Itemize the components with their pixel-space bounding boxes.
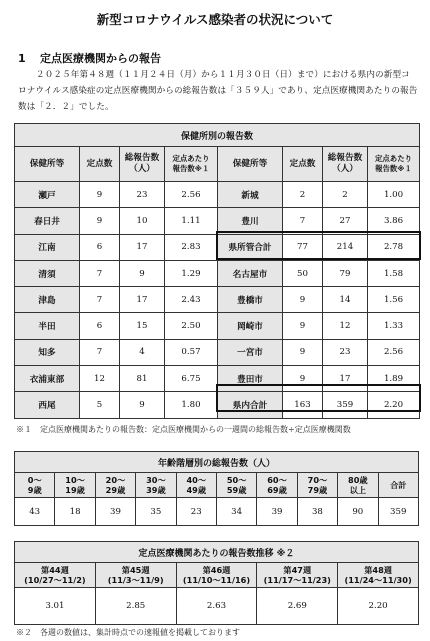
age-group-count: 38 [297, 498, 337, 526]
age-group-count: 90 [338, 498, 378, 526]
week-header [257, 563, 338, 588]
col-points-left: 定点数 [80, 147, 120, 182]
col-total-right [323, 147, 368, 182]
week-value: 3.01 [15, 588, 96, 625]
table2-caption: 年齢階層別の総報告数（人） [15, 452, 419, 473]
section-heading [18, 50, 161, 66]
age-group-count: 34 [216, 498, 256, 526]
points-cell: 9 [283, 313, 323, 339]
total-cell: 23 [120, 182, 165, 208]
week-value: 2.85 [95, 588, 176, 625]
week-value: 2.69 [257, 588, 338, 625]
age-group-header [95, 473, 135, 498]
col-total-unit: （人） [129, 164, 155, 174]
age-group-label: 0～ [27, 474, 42, 485]
total-cell: 81 [120, 366, 165, 392]
total-cell: 359 [323, 392, 368, 418]
age-group-count: 43 [15, 498, 55, 526]
age-group-header [257, 473, 297, 498]
per-point-cell: 1.29 [165, 260, 218, 286]
office-name-cell: 名古屋市 [218, 260, 283, 286]
total-cell: 17 [120, 287, 165, 313]
col-office-right: 保健所等 [218, 147, 283, 182]
office-name-cell: 一宮市 [218, 339, 283, 365]
points-cell: 7 [80, 339, 120, 365]
age-group-label: 30～ [146, 474, 166, 485]
age-group-header [338, 473, 378, 498]
weekly-trend-table [14, 541, 419, 625]
week-label: 第48週 [364, 564, 392, 575]
age-group-label-2: 39歳 [146, 485, 166, 495]
points-cell: 9 [80, 182, 120, 208]
points-cell: 9 [283, 287, 323, 313]
age-group-label-2: 以上 [349, 485, 367, 495]
points-cell: 163 [283, 392, 323, 418]
week-range: (11/3～11/9) [107, 575, 164, 585]
week-value: 2.63 [176, 588, 257, 625]
office-name-cell: 江南 [15, 234, 80, 260]
week-label: 第46週 [202, 564, 231, 575]
week-header [338, 563, 419, 588]
footnote-2: ※２ 各週の数値は、集計時点での速報値を掲載しております [16, 628, 240, 637]
section-title: 定点医療機関からの報告 [40, 52, 161, 65]
table-row [15, 366, 420, 392]
office-name-cell: 津島 [15, 287, 80, 313]
office-name-cell: 西尾 [15, 392, 80, 418]
per-point-cell: 0.57 [165, 339, 218, 365]
age-group-label: 60～ [267, 474, 287, 485]
col-office-left: 保健所等 [15, 147, 80, 182]
health-office-report-table [14, 123, 420, 419]
week-label: 第47週 [283, 564, 312, 575]
table-row [15, 234, 420, 260]
section-number: 1 [18, 52, 26, 65]
total-cell: 9 [120, 392, 165, 418]
age-group-label-2: 69歳 [267, 485, 287, 495]
age-group-count: 39 [257, 498, 297, 526]
total-cell: 17 [323, 366, 368, 392]
points-cell: 50 [283, 260, 323, 286]
table-row [15, 260, 420, 286]
points-cell: 7 [80, 260, 120, 286]
per-point-cell: 3.86 [368, 208, 420, 234]
table-row [15, 392, 420, 418]
week-label: 第44週 [41, 564, 69, 575]
age-group-label: 50～ [226, 474, 247, 485]
total-cell: 79 [323, 260, 368, 286]
table3-caption: 定点医療機関あたりの報告数推移 ※２ [15, 542, 419, 563]
age-group-label-2: 79歳 [307, 485, 328, 495]
per-point-cell: 2.50 [165, 313, 218, 339]
total-cell: 10 [120, 208, 165, 234]
age-group-header [55, 473, 95, 498]
total-cell: 4 [120, 339, 165, 365]
footnote-1: ※１ 定点医療機関あたりの報告数：定点医療機関からの一週間の総報告数÷定点医療機関数 [16, 425, 351, 434]
office-name-cell: 県内合計 [218, 392, 283, 418]
points-cell: 9 [283, 366, 323, 392]
total-cell: 2 [323, 182, 368, 208]
col-per-left [165, 147, 218, 182]
week-header [95, 563, 176, 588]
office-name-cell: 岡崎市 [218, 313, 283, 339]
per-point-cell: 1.33 [368, 313, 420, 339]
table1-caption: 保健所別の報告数 [15, 124, 420, 147]
total-cell: 14 [323, 287, 368, 313]
age-group-header [216, 473, 256, 498]
col-total-label: 総報告数 [327, 153, 363, 163]
week-value: 2.20 [338, 588, 419, 625]
col-total-label: 総報告数 [124, 153, 160, 163]
age-group-count: 18 [55, 498, 95, 526]
per-point-cell: 1.89 [368, 366, 420, 392]
total-cell: 15 [120, 313, 165, 339]
office-name-cell: 半田 [15, 313, 80, 339]
points-cell: 2 [283, 182, 323, 208]
per-point-cell: 2.56 [165, 182, 218, 208]
col-per-right [368, 147, 420, 182]
table-row [15, 182, 420, 208]
per-point-cell: 2.56 [368, 339, 420, 365]
points-cell: 12 [80, 366, 120, 392]
total-cell: 23 [323, 339, 368, 365]
col-per-label: 定点あたり [375, 154, 412, 163]
age-group-label-2: 19歳 [65, 485, 85, 495]
per-point-cell: 1.11 [165, 208, 218, 234]
office-name-cell: 春日井 [15, 208, 80, 234]
per-point-cell: 2.83 [165, 234, 218, 260]
per-point-cell: 1.56 [368, 287, 420, 313]
total-cell: 9 [120, 260, 165, 286]
age-group-label: 10～ [65, 474, 85, 485]
col-per-note: 報告数※１ [375, 164, 412, 173]
age-group-label: 80歳 [348, 474, 368, 485]
office-name-cell: 豊橋市 [218, 287, 283, 313]
week-header [15, 563, 96, 588]
col-points-right: 定点数 [283, 147, 323, 182]
age-group-label: 40～ [186, 474, 207, 485]
table-row [15, 313, 420, 339]
col-total-unit: （人） [332, 164, 358, 174]
per-point-cell: 1.80 [165, 392, 218, 418]
age-group-header [176, 473, 216, 498]
office-name-cell: 県所管合計 [218, 234, 283, 260]
age-group-label: 合計 [390, 479, 407, 490]
per-point-cell: 2.78 [368, 234, 420, 260]
week-range: (11/17～11/23) [263, 575, 331, 585]
age-group-label-2: 49歳 [186, 485, 207, 495]
total-cell: 17 [120, 234, 165, 260]
age-group-count: 39 [95, 498, 135, 526]
age-group-header [378, 473, 418, 498]
table-row [15, 339, 420, 365]
office-name-cell: 清須 [15, 260, 80, 286]
age-group-report-table [14, 451, 419, 526]
per-point-cell: 2.43 [165, 287, 218, 313]
page-title: 新型コロナウイルス感染者の状況について [96, 12, 334, 27]
col-per-note: 報告数※１ [172, 164, 210, 173]
total-cell: 27 [323, 208, 368, 234]
age-group-header [15, 473, 55, 498]
office-name-cell: 新城 [218, 182, 283, 208]
age-group-label-2: 9歳 [27, 485, 42, 495]
total-cell: 214 [323, 234, 368, 260]
office-name-cell: 瀬戸 [15, 182, 80, 208]
points-cell: 9 [80, 208, 120, 234]
points-cell: 7 [80, 287, 120, 313]
points-cell: 9 [283, 339, 323, 365]
week-range: (11/10～11/16) [182, 575, 251, 585]
age-group-count: 359 [378, 498, 418, 526]
week-range: (10/27～11/2) [24, 575, 86, 585]
office-name-cell: 豊田市 [218, 366, 283, 392]
age-group-label: 20～ [105, 474, 126, 485]
per-point-cell: 2.20 [368, 392, 420, 418]
age-group-count: 23 [176, 498, 216, 526]
office-name-cell: 衣浦東部 [15, 366, 80, 392]
age-group-label-2: 29歳 [105, 485, 126, 495]
week-label: 第45週 [121, 564, 150, 575]
week-range: (11/24～11/30) [344, 575, 412, 585]
age-group-label-2: 59歳 [226, 485, 247, 495]
points-cell: 6 [80, 234, 120, 260]
table-row [15, 287, 420, 313]
per-point-cell: 1.58 [368, 260, 420, 286]
per-point-cell: 1.00 [368, 182, 420, 208]
points-cell: 77 [283, 234, 323, 260]
col-total-left [120, 147, 165, 182]
points-cell: 5 [80, 392, 120, 418]
week-header [176, 563, 257, 588]
per-point-cell: 6.75 [165, 366, 218, 392]
total-cell: 12 [323, 313, 368, 339]
col-per-label: 定点あたり [172, 154, 210, 163]
points-cell: 6 [80, 313, 120, 339]
table-row [15, 208, 420, 234]
age-group-header [297, 473, 337, 498]
office-name-cell: 豊川 [218, 208, 283, 234]
summary-paragraph: ２０２５年第４８週（１１月２４日（月）から１１月３０日（日）まで）における県内の新型コロナウイルス感染症の定点医療機関からの総報告数は「３５９人」であり、定点医療機関あたりの報告数は「２．２」でした。 [18, 70, 418, 112]
points-cell: 7 [283, 208, 323, 234]
office-name-cell: 知多 [15, 339, 80, 365]
age-group-label: 70～ [307, 474, 328, 485]
age-group-header [136, 473, 176, 498]
age-group-count: 35 [136, 498, 176, 526]
